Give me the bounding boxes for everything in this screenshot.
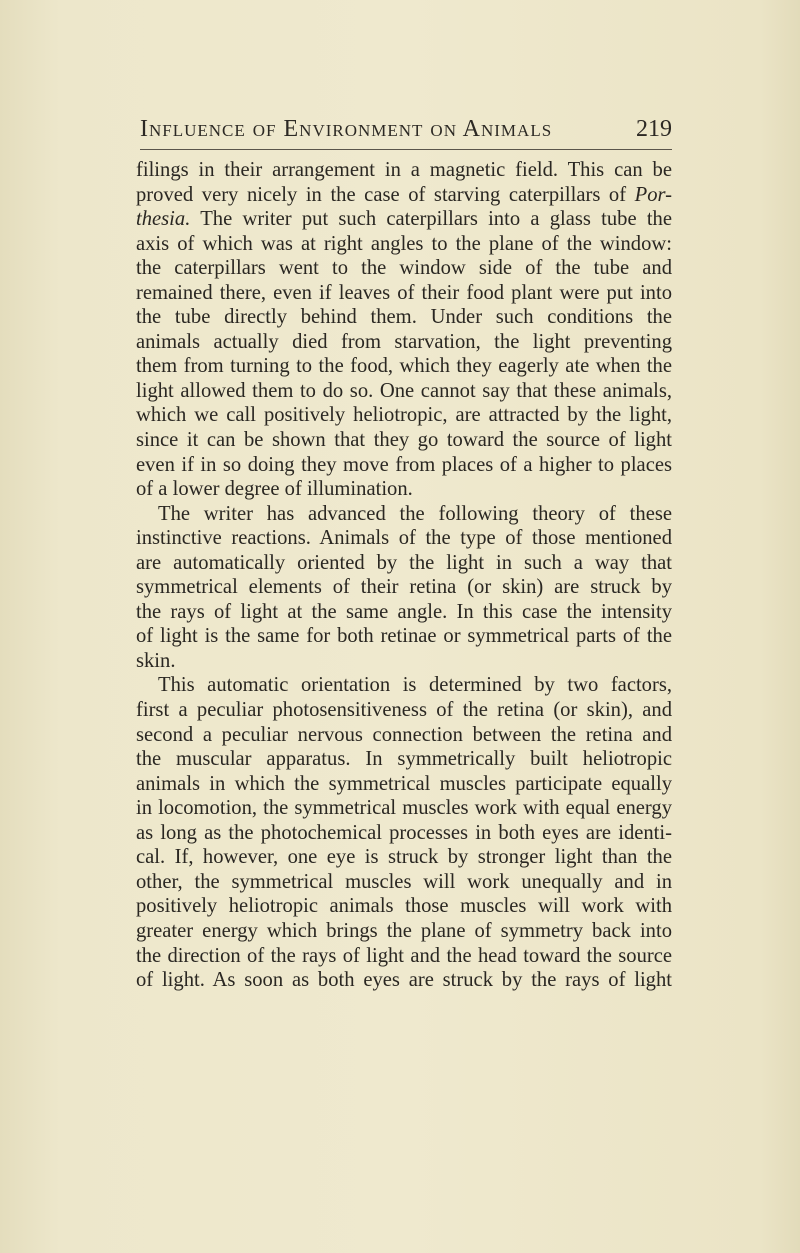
text-line (136, 673, 672, 698)
text-line (136, 845, 672, 870)
italic-word: thesia. (136, 208, 191, 231)
italic-word: Por- (634, 183, 672, 206)
line-text: of light. As soon as both eyes are struck by the rays of light (136, 969, 672, 992)
line-text: animals actually died from starvation, the light preventing (136, 330, 672, 353)
text-line (136, 649, 672, 674)
text-line (136, 870, 672, 895)
text-line (136, 281, 672, 306)
text-line (136, 354, 672, 379)
text-line (136, 428, 672, 453)
line-text: proved very nicely in the case of starving caterpillars of (136, 183, 635, 206)
line-text: skin. (136, 649, 176, 672)
text-line (136, 723, 672, 748)
text-line (136, 894, 672, 919)
line-text: the rays of light at the same angle. In this case the intensity (136, 600, 672, 623)
text-line (136, 575, 672, 600)
text-line (136, 624, 672, 649)
line-text: them from turning to the food, which they eagerly ate when the (136, 355, 672, 378)
line-text: the caterpillars went to the window side of the tube and (136, 257, 672, 280)
line-text: The writer put such caterpillars into a glass tube the (190, 208, 672, 231)
text-line (136, 551, 672, 576)
text-line (136, 207, 672, 232)
text-line (136, 502, 672, 527)
text-line (136, 821, 672, 846)
running-title: Influence of Environment on Animals (140, 116, 553, 142)
page-number: 219 (636, 116, 672, 142)
text-line (136, 158, 672, 183)
line-text: instinctive reactions. Animals of the type of those mentioned (136, 527, 672, 550)
line-text: first a peculiar photosensitiveness of the retina (or skin), and (136, 699, 672, 722)
text-line (136, 403, 672, 428)
line-text: the muscular apparatus. In symmetrically built heliotropic (136, 748, 672, 771)
line-text: light allowed them to do so. One cannot say that these animals, (136, 379, 672, 402)
line-text: since it can be shown that they go toward the source of light (136, 429, 672, 452)
text-line (136, 453, 672, 478)
text-line (136, 968, 672, 993)
line-text: the tube directly behind them. Under such conditions the (136, 306, 672, 329)
text-line (136, 256, 672, 281)
line-text: in locomotion, the symmetrical muscles work with equal energy (136, 797, 672, 820)
line-text: animals in which the symmetrical muscles participate equally (136, 772, 672, 795)
running-head (140, 116, 700, 150)
line-text: of light is the same for both retinae or symmetrical parts of the (136, 625, 672, 648)
line-text: greater energy which brings the plane of symmetry back into (136, 919, 672, 942)
line-text: symmetrical elements of their retina (or skin) are struck by (136, 576, 672, 599)
line-text: of a lower degree of illumination. (136, 478, 413, 501)
line-text: This automatic orientation is determined by two factors, (158, 674, 672, 697)
text-line (136, 379, 672, 404)
line-text: filings in their arrangement in a magnetic field. This can be (136, 159, 672, 181)
line-text: positively heliotropic animals those muscles will work with (136, 895, 672, 918)
text-line (136, 772, 672, 797)
text-line (136, 477, 672, 502)
line-text: other, the symmetrical muscles will work unequally and in (136, 870, 672, 893)
line-text: even if in so doing they move from places of a higher to places (136, 453, 672, 476)
line-text: the direction of the rays of light and the head toward the source (136, 944, 672, 967)
text-line (136, 600, 672, 625)
text-line (136, 305, 672, 330)
line-text: The writer has advanced the following theory of these (158, 502, 672, 525)
line-text: cal. If, however, one eye is struck by stronger light than the (136, 846, 672, 869)
text-line (136, 183, 672, 208)
text-line (136, 698, 672, 723)
line-text: axis of which was at right angles to the plane of the window: (136, 232, 672, 255)
line-text: are automatically oriented by the light in such a way that (136, 551, 672, 574)
text-line (136, 747, 672, 772)
body-text (136, 158, 672, 993)
text-line (136, 330, 672, 355)
text-line (136, 796, 672, 821)
line-text: second a peculiar nervous connection between the retina and (136, 723, 672, 746)
line-text: which we call positively heliotropic, are attracted by the light, (136, 404, 672, 427)
text-line (136, 944, 672, 969)
line-text: as long as the photochemical processes in both eyes are identi- (136, 821, 672, 844)
text-line (136, 919, 672, 944)
line-text: remained there, even if leaves of their food plant were put into (136, 281, 672, 304)
text-line (136, 232, 672, 257)
header-rule (140, 149, 672, 150)
text-line (136, 526, 672, 551)
